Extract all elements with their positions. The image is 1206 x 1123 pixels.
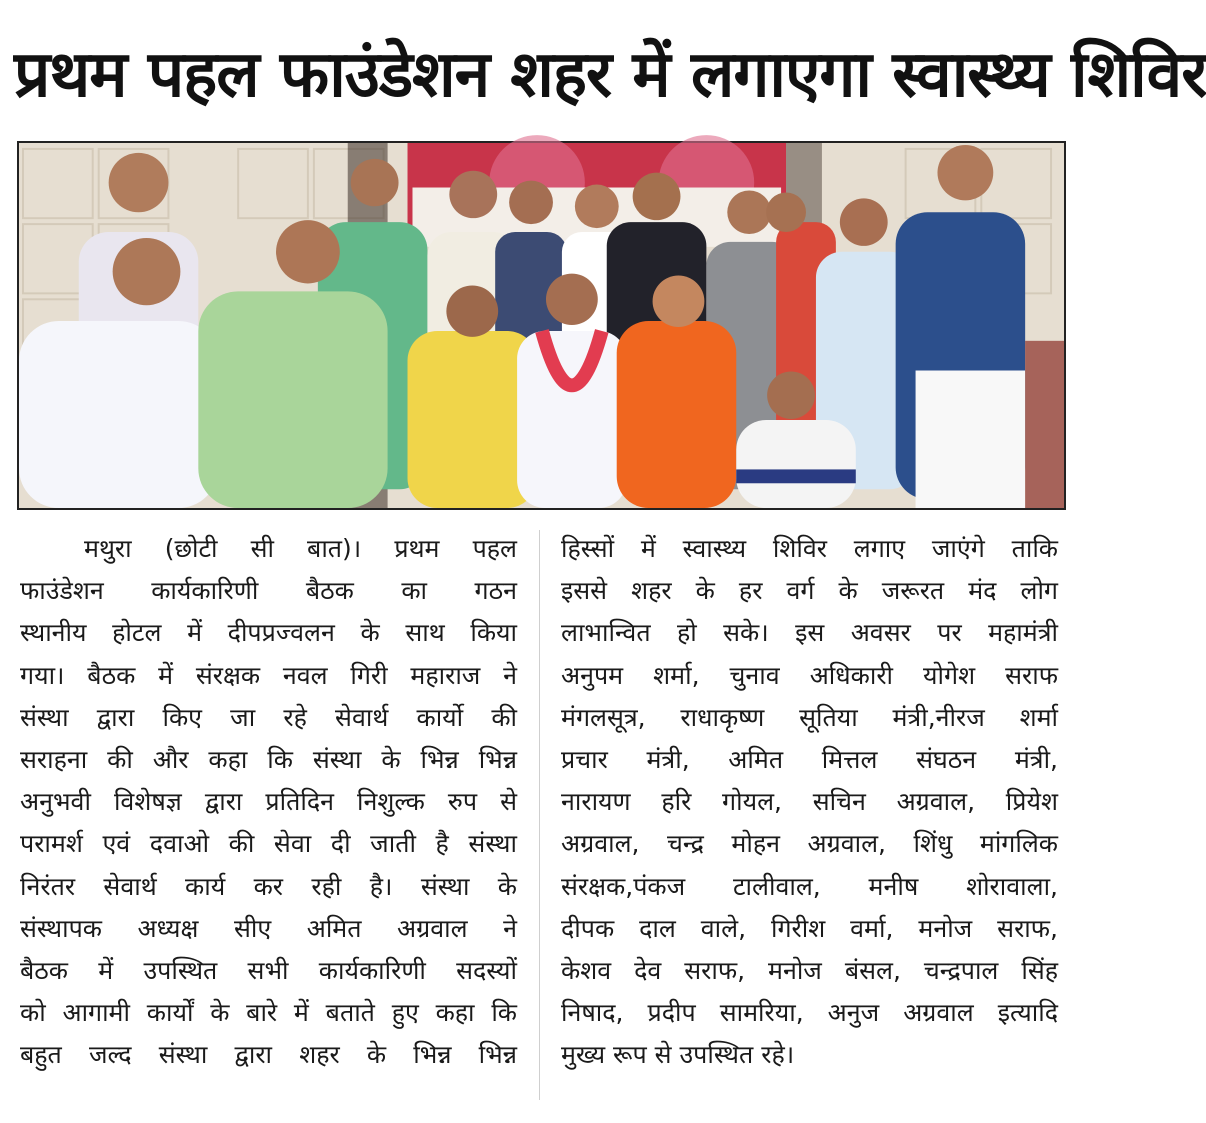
article-line: स्थानीय होटल में दीपप्रज्वलन के साथ किया bbox=[20, 618, 517, 648]
article-line: मथुरा (छोटी सी बात)। प्रथम पहल bbox=[84, 534, 517, 563]
article-line: लाभान्वित हो सके। इस अवसर पर महामंत्री bbox=[561, 618, 1058, 648]
article-line: मुख्य रूप से उपस्थित रहे। bbox=[561, 1040, 795, 1070]
article-line: बहुत जल्द संस्था द्वारा शहर के भिन्न भिन्न bbox=[20, 1040, 517, 1070]
article-line: परामर्श एवं दवाओ की सेवा दी जाती है संस्था bbox=[20, 829, 517, 859]
article-line: मंगलसूत्र, राधाकृष्ण सूतिया मंत्री,नीरज शर्मा bbox=[561, 702, 1058, 732]
headline: प्रथम पहल फाउंडेशन शहर में लगाएगा स्वास्थ्य शिविर bbox=[14, 38, 1206, 112]
side-decoration bbox=[1025, 341, 1064, 508]
article-line: अग्रवाल, चन्द्र मोहन अग्रवाल, शिंधु मांगलिक bbox=[561, 829, 1058, 859]
group-photo-illustration bbox=[19, 143, 1064, 508]
article-line: गया। बैठक में संरक्षक नवल गिरी महाराज ने bbox=[20, 660, 517, 690]
article-line: निरंतर सेवार्थ कार्य कर रही है। संस्था के bbox=[20, 871, 517, 901]
article-line: फाउंडेशन कार्यकारिणी बैठक का गठन bbox=[20, 576, 517, 606]
article-line: बैठक में उपस्थित सभी कार्यकारिणी सदस्यों bbox=[20, 955, 517, 985]
article-line: अनुभवी विशेषज्ञ द्वारा प्रतिदिन निशुल्क रुप से bbox=[20, 787, 517, 817]
article-line: निषाद, प्रदीप सामरिया, अनुज अग्रवाल इत्यादि bbox=[561, 998, 1058, 1028]
article-line: सराहना की और कहा कि संस्था के भिन्न भिन्न bbox=[20, 744, 517, 774]
article-column-right bbox=[561, 528, 1058, 1076]
article-line: संरक्षक,पंकज टालीवाल, मनीष शोरावाला, bbox=[561, 871, 1058, 901]
article-line: इससे शहर के हर वर्ग के जरूरत मंद लोग bbox=[561, 576, 1058, 606]
article-line: दीपक दाल वाले, गिरीश वर्मा, मनोज सराफ, bbox=[561, 913, 1058, 943]
article-line: संस्था द्वारा किए जा रहे सेवार्थ कार्यो की bbox=[20, 702, 517, 732]
article-line: केशव देव सराफ, मनोज बंसल, चन्द्रपाल सिंह bbox=[561, 955, 1058, 985]
article-line: नारायण हरि गोयल, सचिन अग्रवाल, प्रियेश bbox=[561, 787, 1058, 817]
article-line: प्रचार मंत्री, अमित मित्तल संघठन मंत्री, bbox=[561, 744, 1058, 774]
article-line: संस्थापक अध्यक्ष सीए अमित अग्रवाल ने bbox=[20, 913, 517, 943]
article-line: अनुपम शर्मा, चुनाव अधिकारी योगेश सराफ bbox=[561, 660, 1058, 690]
article-line: को आगामी कार्यों के बारे में बताते हुए कहा कि bbox=[20, 998, 517, 1028]
group-photo bbox=[17, 141, 1066, 510]
article-line: हिस्सों में स्वास्थ्य शिविर लगाए जाएंगे ताकि bbox=[561, 534, 1058, 563]
column-divider bbox=[539, 530, 540, 1100]
article-column-left bbox=[20, 528, 517, 1076]
